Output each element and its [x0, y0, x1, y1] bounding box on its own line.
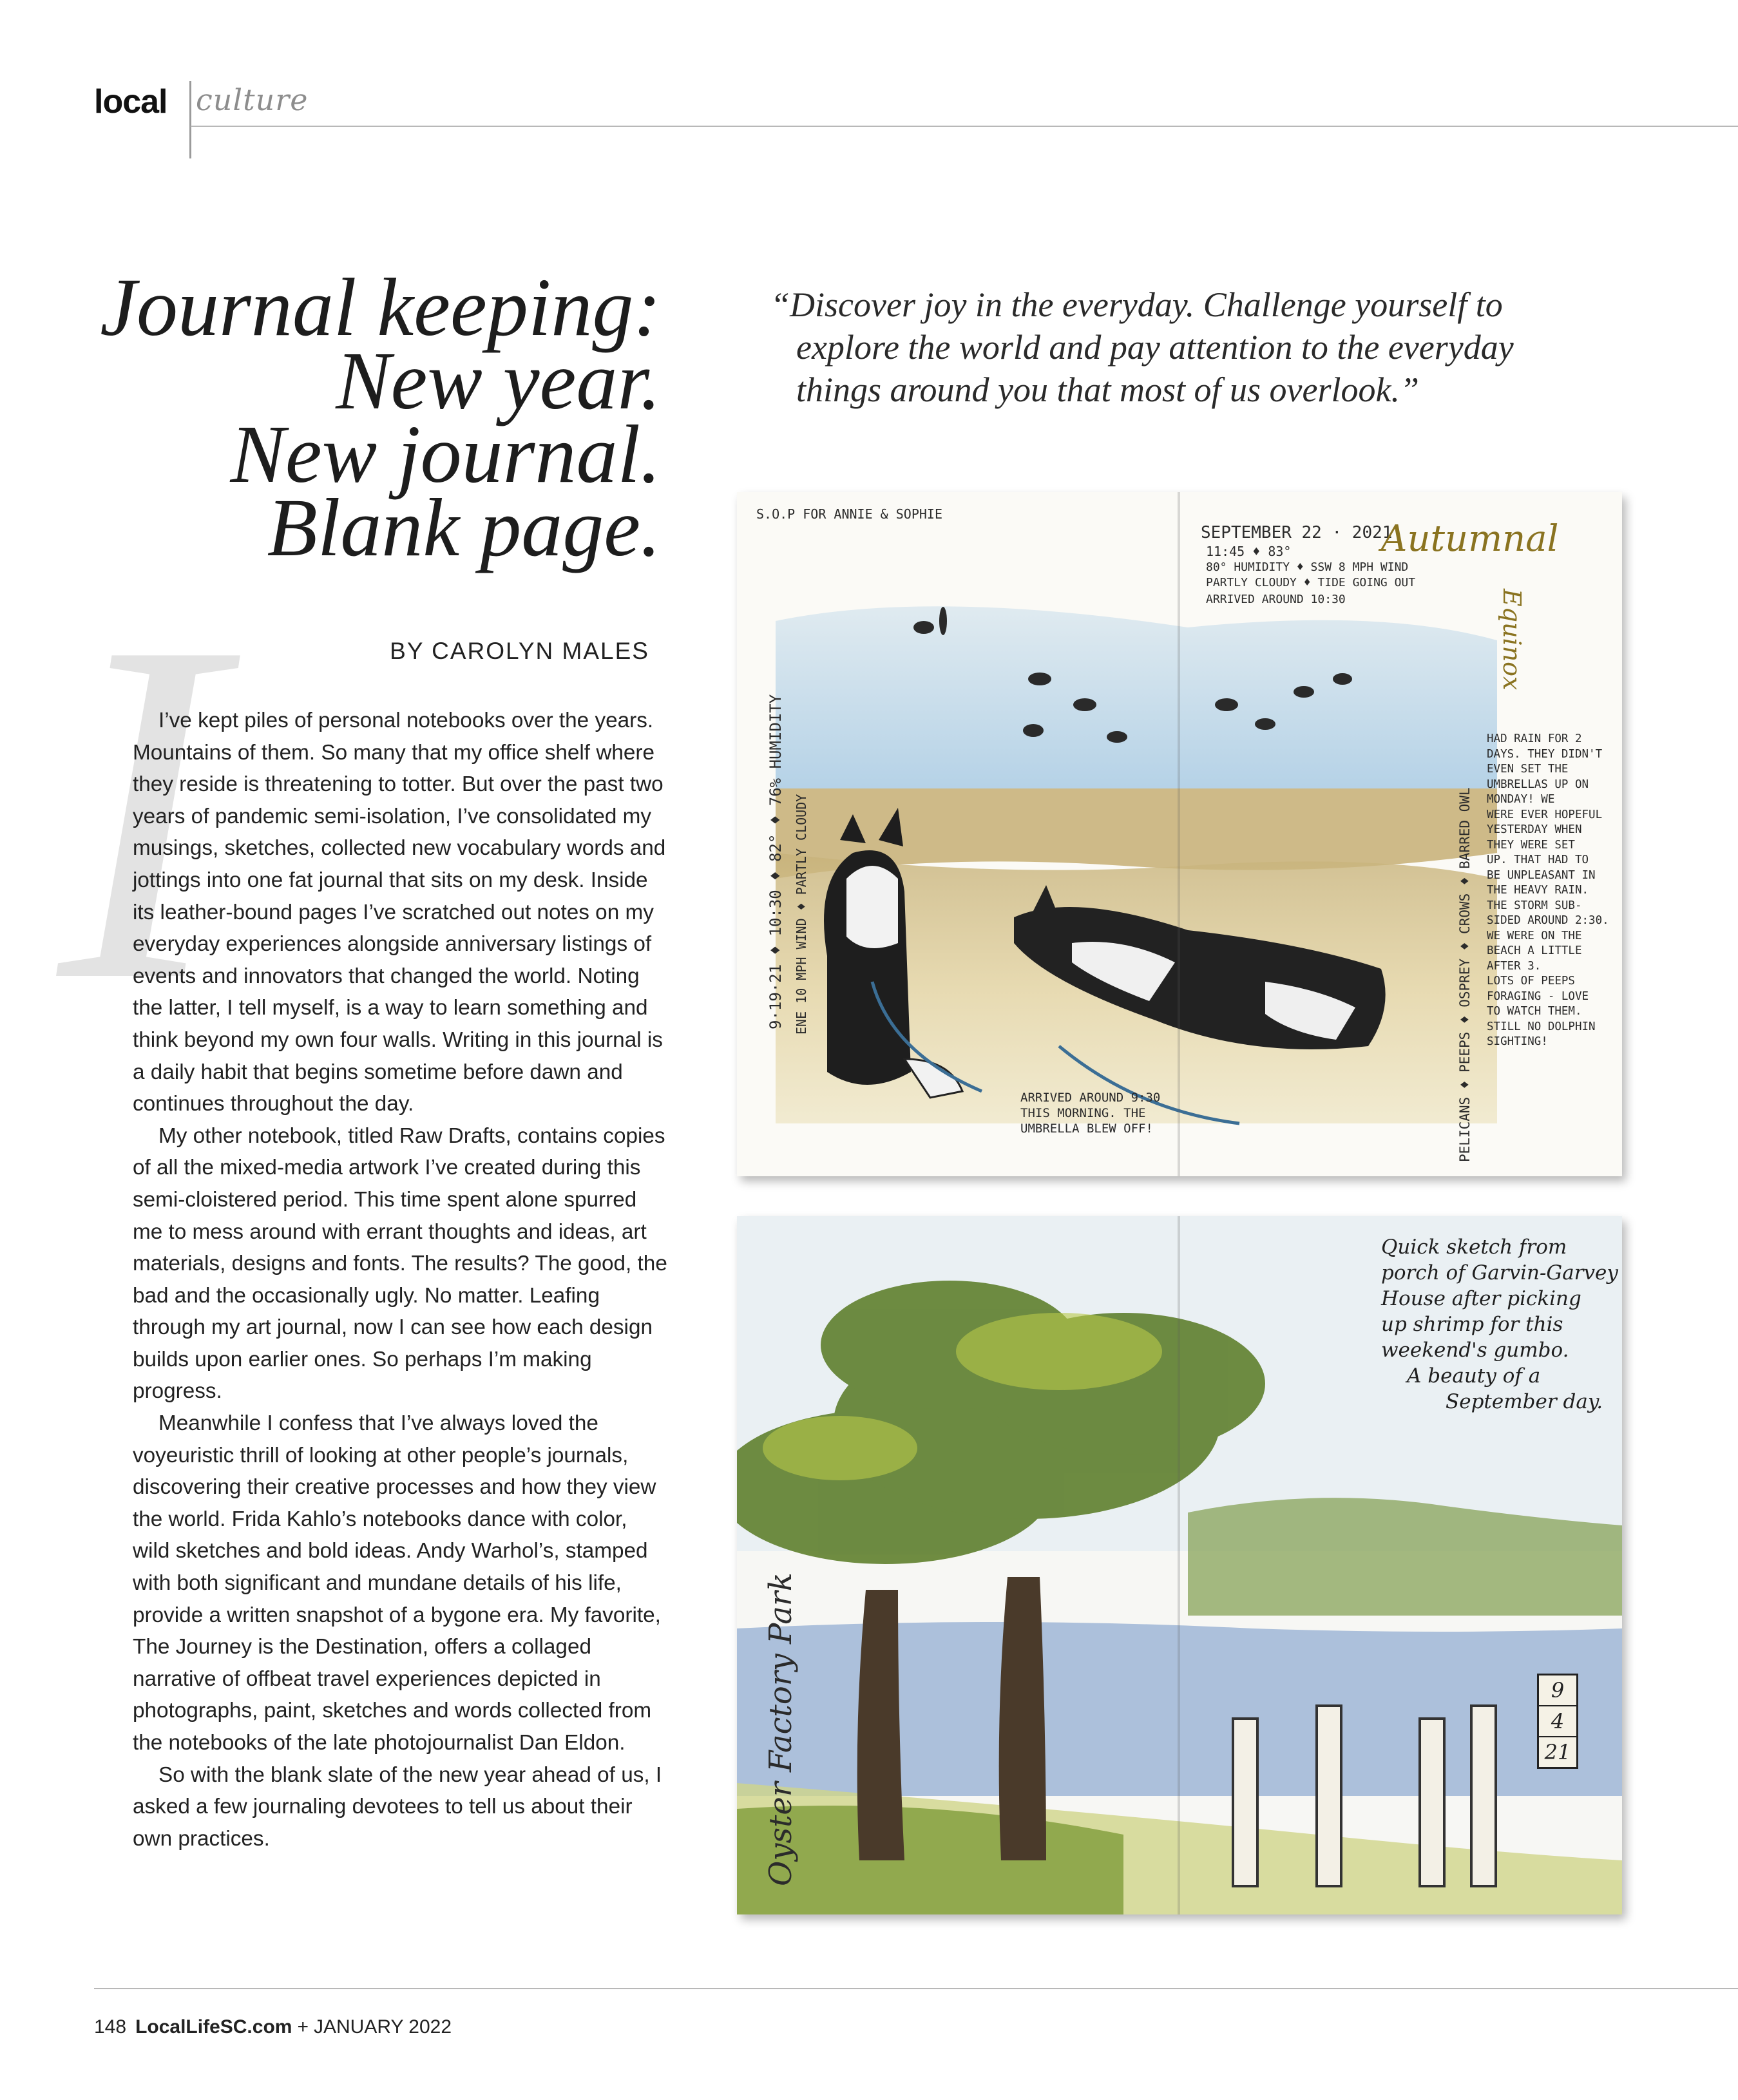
pull-quote-line: things around you that most of us overlook.” [796, 370, 1419, 409]
site-link[interactable]: LocalLifeSC.com [135, 2016, 292, 2038]
sketch2-note-line: up shrimp for this [1381, 1313, 1563, 1336]
page-number: 148 [94, 2016, 127, 2038]
sketch1-top-note: S.O.P FOR ANNIE & SOPHIE [756, 506, 942, 522]
sketch1-note-line: THE HEAVY RAIN. [1487, 884, 1589, 897]
title-line: New journal. [230, 408, 661, 500]
sketch2-date-digit: 9 [1539, 1675, 1576, 1706]
title-line: New year. [336, 335, 661, 426]
sketch1-header-line: 11:45 ♦ 83° [1206, 544, 1292, 559]
header-rule [191, 126, 1738, 127]
title-line: Journal keeping: [100, 262, 661, 353]
sketch2-note-line: weekend's gumbo. [1381, 1339, 1569, 1362]
sketch2-note [1381, 1234, 1618, 1415]
sketch1-note-line: SIDED AROUND 2:30. [1487, 914, 1609, 927]
body-paragraph: So with the blank slate of the new year ahead of us, I asked a few journaling devotees to tell us about their own practices. [133, 1762, 662, 1851]
body-paragraph: I’ve kept piles of personal notebooks over the years. Mountains of them. So many that my office shelf where they reside is threatening to totter. But over the past two years of pandemic semi-isolation, I’ve consolidated my musings, sketches, collected new vocabulary words and jottings into one fat journal that sits on my desk. Inside its leather-bound pages I’ve scratched out notes on my everyday experiences alongside anniversary listings of events and innovators that changed the world. Noting the latter, I tell myself, is a way to learn something and think beyond my own four walls. Writing in this journal is a daily habit that begins sometime before dawn and continues throughout the day. [133, 709, 666, 1116]
sketch1-note-line: BE UNPLEASANT IN [1487, 868, 1596, 882]
title-line: Blank page. [267, 482, 661, 573]
sketch2-date-box [1537, 1674, 1578, 1769]
sketch1-header-line: 80° HUMIDITY ♦ SSW 8 MPH WIND [1206, 560, 1409, 574]
sketch1-note-line: HAD RAIN FOR 2 [1487, 732, 1582, 745]
issue-date: JANUARY 2022 [313, 2016, 452, 2038]
pull-quote [770, 283, 1672, 411]
sketch1-header-line: PARTLY CLOUDY ♦ TIDE GOING OUT [1206, 576, 1416, 589]
sketch1-title-word: Equinox [1498, 589, 1526, 691]
beach-sketch-image [737, 492, 1622, 1176]
sketch1-note-line: AFTER 3. [1487, 959, 1542, 973]
sketch1-vertical-line: 9·19·21 ♦ 10:30 ♦ 82° ♦ 76% HUMIDITY [767, 694, 785, 1029]
sketch1-bottom-line: UMBRELLA BLEW OFF! [1020, 1122, 1153, 1136]
sketch2-note-line: House after picking [1381, 1287, 1581, 1310]
sketch1-note-line: LOTS OF PEEPS [1487, 975, 1575, 988]
sketch1-note-line: YESTERDAY WHEN [1487, 823, 1582, 836]
sketch1-note-line: UMBRELLAS UP ON [1487, 778, 1589, 791]
sketch1-note-line: THEY WERE SET [1487, 838, 1575, 852]
sketch1-note-line: DAYS. THEY DIDN'T [1487, 747, 1603, 761]
sketch1-note-line: EVEN SET THE [1487, 763, 1569, 776]
drop-cap: I [58, 540, 222, 1082]
footer-rule [94, 1988, 1738, 1989]
subsection-label: culture [196, 82, 309, 117]
header-divider [189, 81, 191, 158]
byline: BY CAROLYN MALES [390, 638, 649, 664]
sketch1-note-line: SIGHTING! [1487, 1035, 1548, 1048]
sketch2-note-line: September day. [1446, 1390, 1603, 1413]
sketch1-note-line: STILL NO DOLPHIN [1487, 1020, 1596, 1033]
sketch1-note-line: TO WATCH THEM. [1487, 1005, 1582, 1018]
article-title [100, 262, 661, 573]
sketch1-note-line: MONDAY! WE [1487, 793, 1555, 806]
sketch2-date-digit: 4 [1539, 1706, 1576, 1737]
sketch2-note-line: Quick sketch from [1381, 1236, 1567, 1259]
palm-sketch-image [737, 1216, 1622, 1914]
sketch1-date: SEPTEMBER 22 · 2021 [1201, 523, 1393, 542]
sketch1-vertical-line: ENE 10 MPH WIND ♦ PARTLY CLOUDY [794, 794, 809, 1035]
sketch1-note-line: WE WERE ON THE [1487, 929, 1582, 942]
sketch1-note-line: BEACH A LITTLE [1487, 944, 1582, 957]
sketch1-note-line: UP. THAT HAD TO [1487, 854, 1589, 866]
sketch2-note-line: A beauty of a [1407, 1364, 1541, 1388]
sketch1-bottom-note [1020, 1090, 1160, 1136]
sketch1-bottom-line: THIS MORNING. THE [1020, 1106, 1146, 1120]
sketch1-birds-list-text: PELICANS ♦ PEEPS ♦ OSPREY ♦ CROWS ♦ BARRED OWL [1457, 787, 1473, 1162]
sketch1-title-word: Autumnal [1381, 518, 1559, 560]
section-label: local [94, 83, 167, 120]
sketch2-note-line: porch of Garvin-Garvey [1381, 1261, 1618, 1284]
sketch1-bottom-line: ARRIVED AROUND 9:30 [1020, 1091, 1161, 1105]
footer-separator: + [297, 2016, 309, 2038]
journal-fold [1178, 1216, 1180, 1914]
journal-fold [1178, 492, 1180, 1176]
footer [94, 2016, 452, 2038]
sketch1-notes [1487, 732, 1609, 1050]
sketch1-header-line: ARRIVED AROUND 10:30 [1206, 593, 1346, 606]
body-paragraph: Meanwhile I confess that I’ve always loved the voyeuristic thrill of looking at other people’s journals, discovering their creative processes and how they view the world. Frida Kahlo’s notebooks dance with color, wild sketches and bold ideas. Andy Warhol’s, stamped with both significant and mundane details of his life, provide a written snapshot of a bygone era. My favorite, The Journey is the Destination, offers a collaged narrative of offbeat travel experiences depicted in photographs, paint, sketches and words collected from the notebooks of the late photojournalist Dan Eldon. [133, 1411, 661, 1755]
body-paragraph: My other notebook, titled Raw Drafts, contains copies of all the mixed-media artwork I’ve created during this semi-cloistered period. This time spent alone spurred me to mess around with errant thoughts and ideas, art materials, designs and fonts. The results? The good, the bad and the occasionally ugly. No matter. Leafing through my art journal, now I can see how each design builds upon earlier ones. So perhaps I’m making progress. [133, 1123, 667, 1404]
pull-quote-line: “Discover joy in the everyday. Challenge yourself to [770, 285, 1503, 324]
sketch1-note-line: WERE EVER HOPEFUL [1487, 808, 1603, 821]
sketch2-vertical-label: Oyster Factory Park [763, 1572, 799, 1886]
sketch1-note-line: THE STORM SUB- [1487, 899, 1582, 912]
pull-quote-line: explore the world and pay attention to the everyday [796, 328, 1514, 367]
article-body [133, 705, 667, 1855]
sketch2-date-digit: 21 [1544, 1740, 1571, 1764]
sketch1-note-line: FORAGING - LOVE [1487, 989, 1589, 1003]
